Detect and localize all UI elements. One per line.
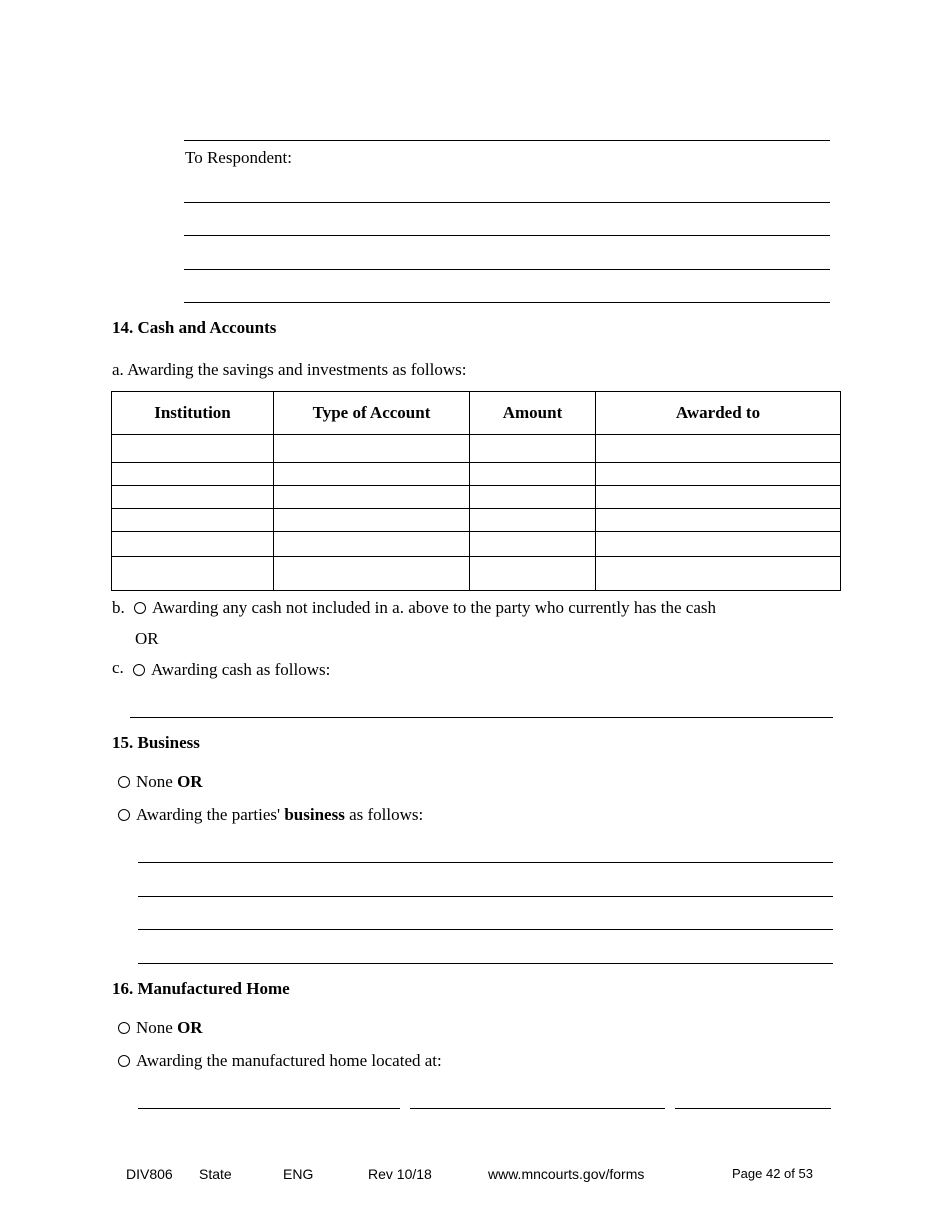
table-cell[interactable] — [596, 509, 841, 532]
table-cell[interactable] — [596, 486, 841, 509]
table-row — [112, 557, 841, 591]
cash-answer-line[interactable] — [130, 717, 833, 718]
home-award-option — [118, 1051, 442, 1071]
table-cell[interactable] — [470, 486, 596, 509]
table-cell[interactable] — [274, 463, 470, 486]
footer-language: ENG — [283, 1166, 314, 1182]
col-header-type-of-account: Type of Account — [274, 392, 470, 435]
accounts-table — [111, 391, 841, 591]
table-cell[interactable] — [112, 463, 274, 486]
home-award-text: Awarding the manufactured home located at: — [136, 1051, 442, 1070]
col-header-institution: Institution — [112, 392, 274, 435]
respondent-answer-line-4[interactable] — [184, 302, 830, 303]
table-cell[interactable] — [274, 532, 470, 557]
home-address-line-1[interactable] — [138, 1108, 400, 1109]
option-c — [112, 660, 330, 680]
footer-form-id: DIV806 — [126, 1166, 173, 1182]
table-cell[interactable] — [112, 435, 274, 463]
home-none-or: OR — [177, 1018, 203, 1037]
table-cell[interactable] — [470, 509, 596, 532]
col-header-awarded-to: Awarded to — [596, 392, 841, 435]
home-none-option — [118, 1018, 203, 1038]
table-cell[interactable] — [274, 509, 470, 532]
business-answer-line-1[interactable] — [138, 862, 833, 863]
table-cell[interactable] — [470, 435, 596, 463]
option-c-prefix: c. — [112, 658, 124, 677]
home-address-line-2[interactable] — [410, 1108, 665, 1109]
section-15-heading: 15. Business — [112, 733, 200, 752]
business-none-option — [118, 772, 203, 792]
business-answer-line-4[interactable] — [138, 963, 833, 964]
business-none-or: OR — [177, 772, 203, 791]
business-answer-line-2[interactable] — [138, 896, 833, 897]
table-row — [112, 435, 841, 463]
or-text: OR — [135, 629, 159, 648]
table-row — [112, 532, 841, 557]
home-address-line-3[interactable] — [675, 1108, 831, 1109]
table-cell[interactable] — [112, 532, 274, 557]
business-none-text: None — [136, 772, 178, 791]
footer-revision: Rev 10/18 — [368, 1166, 432, 1182]
table-cell[interactable] — [470, 463, 596, 486]
footer-page-number: Page 42 of 53 — [732, 1166, 813, 1181]
table-cell[interactable] — [470, 557, 596, 591]
business-award-option — [118, 805, 423, 825]
section-16-heading: 16. Manufactured Home — [112, 979, 290, 998]
respondent-top-line — [184, 140, 830, 141]
option-b — [112, 598, 716, 618]
table-cell[interactable] — [112, 486, 274, 509]
accounts-table-header-row — [112, 392, 841, 435]
home-none-radio[interactable] — [118, 1022, 130, 1034]
option-c-text: Awarding cash as follows: — [151, 660, 331, 679]
business-award-text-pre: Awarding the parties' — [136, 805, 285, 824]
option-b-prefix: b. — [112, 598, 125, 617]
option-b-radio[interactable] — [134, 602, 146, 614]
table-cell[interactable] — [112, 557, 274, 591]
option-b-text: Awarding any cash not included in a. above to the party who currently has the cash — [152, 598, 716, 617]
business-answer-line-3[interactable] — [138, 929, 833, 930]
footer-jurisdiction: State — [199, 1166, 232, 1182]
table-cell[interactable] — [596, 532, 841, 557]
section-14-intro: a. Awarding the savings and investments as follows: — [112, 360, 467, 379]
footer-url[interactable]: www.mncourts.gov/forms — [488, 1166, 645, 1182]
col-header-amount: Amount — [470, 392, 596, 435]
table-row — [112, 509, 841, 532]
option-c-radio[interactable] — [133, 664, 145, 676]
respondent-answer-line-1[interactable] — [184, 202, 830, 203]
business-award-radio[interactable] — [118, 809, 130, 821]
business-award-text-post: as follows: — [344, 805, 424, 824]
table-cell[interactable] — [274, 557, 470, 591]
respondent-answer-line-2[interactable] — [184, 235, 830, 236]
table-cell[interactable] — [596, 557, 841, 591]
table-row — [112, 486, 841, 509]
table-cell[interactable] — [274, 435, 470, 463]
table-cell[interactable] — [596, 435, 841, 463]
home-none-text: None — [136, 1018, 178, 1037]
home-award-radio[interactable] — [118, 1055, 130, 1067]
respondent-answer-line-3[interactable] — [184, 269, 830, 270]
table-cell[interactable] — [274, 486, 470, 509]
table-cell[interactable] — [112, 509, 274, 532]
section-14-heading: 14. Cash and Accounts — [112, 318, 277, 337]
business-none-radio[interactable] — [118, 776, 130, 788]
table-cell[interactable] — [596, 463, 841, 486]
business-award-text-bold: business — [284, 805, 345, 824]
table-row — [112, 463, 841, 486]
respondent-label: To Respondent: — [185, 148, 292, 167]
table-cell[interactable] — [470, 532, 596, 557]
